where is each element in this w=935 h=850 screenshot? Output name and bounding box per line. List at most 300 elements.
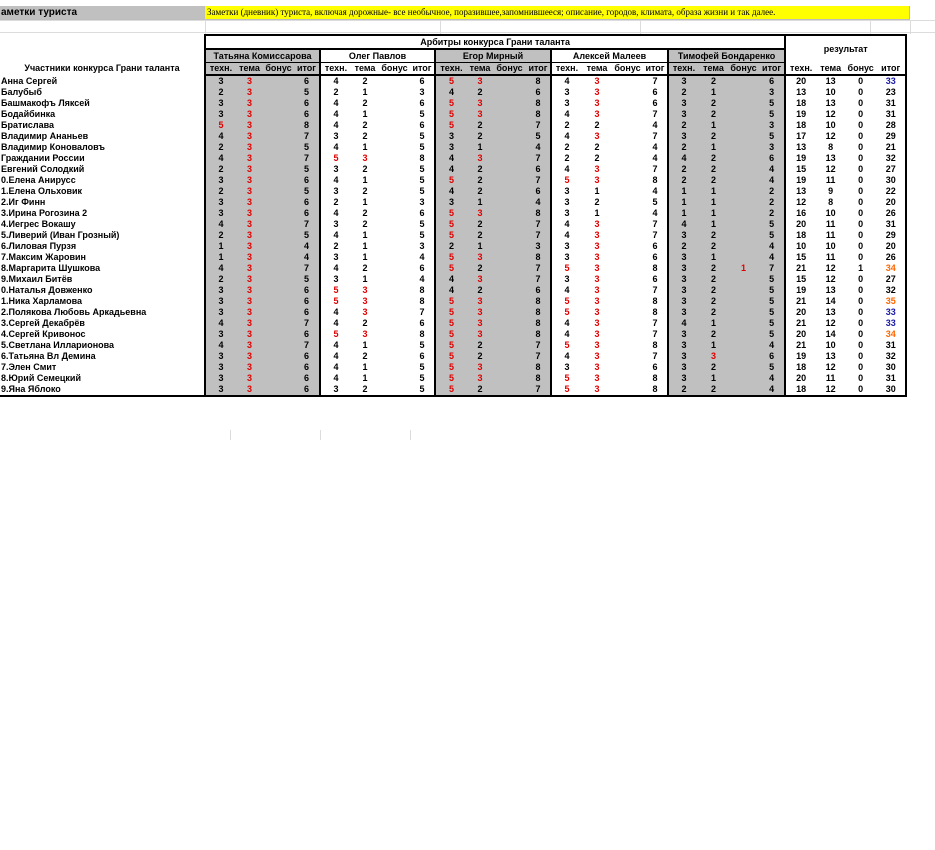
score-bonus[interactable] [493,362,526,373]
score-tech[interactable]: 5 [435,307,467,318]
col-header[interactable]: тема [816,63,845,76]
col-header[interactable]: техн. [205,63,236,76]
score-theme[interactable]: 2 [362,208,368,218]
participant-name[interactable]: Владимир Коноваловъ [1,142,105,152]
score-total[interactable]: 6 [759,75,785,87]
score-total[interactable]: 5 [419,340,425,350]
score-bonus[interactable] [612,329,643,340]
score-tech[interactable]: 4 [320,362,351,373]
score-theme[interactable]: 1 [594,208,600,218]
score-total[interactable]: 6 [419,318,425,328]
score-tech[interactable]: 4 [320,142,351,153]
score-total[interactable]: 4 [652,142,658,152]
score-total[interactable]: 7 [526,230,551,241]
result-bonus[interactable]: 0 [858,98,864,108]
score-bonus[interactable] [263,142,294,153]
result-tech[interactable]: 19 [785,153,816,164]
score-theme[interactable]: 3 [467,329,493,340]
score-tech[interactable]: 4 [205,153,236,164]
result-bonus[interactable]: 1 [858,263,864,273]
score-tech[interactable]: 5 [435,296,467,307]
score-total[interactable]: 6 [759,153,785,164]
score-bonus[interactable] [612,109,643,120]
participant-row[interactable] [0,296,906,307]
score-theme[interactable]: 2 [362,351,368,361]
score-total[interactable]: 7 [526,384,551,396]
score-theme[interactable]: 1 [699,318,728,329]
participant-name[interactable]: 4.Иегрес Вокашу [1,219,76,229]
score-tech[interactable]: 3 [205,75,236,87]
score-bonus[interactable] [263,164,294,175]
result-bonus[interactable]: 0 [858,208,864,218]
result-tech[interactable]: 20 [785,329,816,340]
score-bonus[interactable] [493,109,526,120]
score-total[interactable]: 4 [526,142,551,153]
score-total[interactable]: 5 [759,285,785,296]
result-bonus[interactable]: 0 [858,318,864,328]
score-bonus[interactable] [728,164,759,175]
score-bonus[interactable] [612,164,643,175]
result-total[interactable]: 33 [876,307,906,318]
score-tech[interactable]: 5 [435,384,467,396]
score-theme[interactable]: 1 [362,274,368,284]
score-bonus[interactable] [379,186,410,197]
participant-row[interactable] [0,384,906,396]
score-tech[interactable]: 2 [551,153,582,164]
score-theme[interactable]: 1 [467,241,493,252]
score-theme[interactable]: 1 [699,186,728,197]
score-total[interactable]: 4 [652,186,658,196]
score-tech[interactable]: 3 [551,252,582,263]
score-theme[interactable]: 1 [699,87,728,98]
result-total[interactable]: 31 [876,340,906,351]
col-header[interactable]: техн. [668,63,699,76]
score-tech[interactable]: 5 [551,263,582,274]
score-theme[interactable]: 3 [236,263,263,274]
score-theme[interactable]: 2 [362,164,368,174]
score-theme[interactable]: 3 [594,252,600,262]
score-bonus[interactable] [728,318,759,329]
score-total[interactable]: 3 [526,241,551,252]
score-bonus[interactable] [379,98,410,109]
score-bonus[interactable] [263,175,294,186]
participant-row[interactable] [0,362,906,373]
result-total[interactable]: 30 [876,175,906,186]
score-total[interactable]: 6 [419,98,425,108]
score-tech[interactable]: 3 [435,142,467,153]
score-bonus[interactable] [493,142,526,153]
score-tech[interactable]: 4 [551,318,582,329]
score-total[interactable]: 8 [419,329,425,339]
score-total[interactable]: 5 [759,318,785,329]
participant-name[interactable]: 0.Елена Анирусс [1,175,76,185]
score-bonus[interactable] [493,307,526,318]
participant-row[interactable] [0,197,906,208]
score-tech[interactable]: 5 [435,329,467,340]
score-tech[interactable]: 2 [205,87,236,98]
score-theme[interactable]: 1 [362,241,368,251]
score-bonus[interactable] [612,274,643,285]
col-header[interactable]: тема [699,63,728,76]
score-total[interactable]: 5 [419,142,425,152]
score-tech[interactable]: 5 [435,230,467,241]
score-total[interactable]: 4 [759,175,785,186]
score-tech[interactable]: 3 [668,274,699,285]
score-total[interactable]: 6 [652,87,658,97]
score-total[interactable]: 8 [526,75,551,87]
score-total[interactable]: 7 [294,153,320,164]
result-header[interactable]: результат [785,35,906,63]
result-bonus[interactable]: 0 [858,252,864,262]
score-bonus[interactable] [612,120,643,131]
score-theme[interactable]: 2 [594,120,600,130]
score-theme[interactable]: 2 [699,307,728,318]
score-bonus[interactable] [263,230,294,241]
score-bonus[interactable] [493,175,526,186]
result-bonus[interactable]: 0 [858,153,864,163]
score-bonus[interactable] [263,274,294,285]
score-bonus[interactable] [612,186,643,197]
score-tech[interactable]: 4 [205,263,236,274]
score-tech[interactable]: 4 [320,263,351,274]
result-total[interactable]: 30 [876,384,906,396]
col-header[interactable]: бонус [728,63,759,76]
score-total[interactable]: 5 [294,87,320,98]
score-theme[interactable]: 2 [467,219,493,230]
result-tech[interactable]: 15 [785,164,816,175]
score-tech[interactable]: 2 [205,230,236,241]
score-theme[interactable]: 1 [362,373,368,383]
score-bonus[interactable] [263,153,294,164]
result-bonus[interactable]: 0 [858,296,864,306]
col-header[interactable]: техн. [435,63,467,76]
score-tech[interactable]: 3 [320,274,351,285]
score-tech[interactable]: 4 [320,75,351,87]
result-bonus[interactable]: 0 [845,384,876,396]
score-theme[interactable]: 2 [467,263,493,274]
score-theme[interactable]: 3 [236,241,263,252]
score-total[interactable]: 7 [294,263,320,274]
score-tech[interactable]: 5 [435,175,467,186]
score-tech[interactable]: 4 [551,109,582,120]
score-theme[interactable]: 3 [467,296,493,307]
result-bonus[interactable]: 0 [858,175,864,185]
participant-name[interactable]: Граждании России [1,153,85,163]
score-theme[interactable]: 2 [467,120,493,131]
score-theme[interactable]: 1 [362,109,368,119]
score-theme[interactable]: 3 [236,318,263,329]
score-total[interactable]: 7 [652,329,658,339]
score-bonus[interactable] [728,153,759,164]
score-theme[interactable]: 2 [362,263,368,273]
score-tech[interactable]: 3 [205,351,236,362]
score-tech[interactable]: 2 [205,186,236,197]
sheet-title[interactable]: аметки туриста [0,6,205,20]
score-bonus[interactable] [263,109,294,120]
score-tech[interactable]: 2 [205,164,236,175]
score-tech[interactable]: 5 [551,296,582,307]
score-total[interactable]: 3 [419,197,425,207]
score-tech[interactable]: 3 [551,197,582,208]
score-bonus[interactable] [379,340,410,351]
score-total[interactable]: 5 [410,384,435,396]
score-bonus[interactable] [612,384,643,396]
score-bonus[interactable] [612,252,643,263]
score-bonus[interactable] [612,197,643,208]
col-header[interactable]: итог [410,63,435,76]
score-bonus[interactable] [493,153,526,164]
score-theme[interactable]: 1 [467,142,493,153]
score-total[interactable]: 6 [526,285,551,296]
score-total[interactable]: 5 [759,362,785,373]
score-theme[interactable]: 2 [699,329,728,340]
col-header[interactable]: бонус [379,63,410,76]
result-theme[interactable]: 12 [825,109,836,119]
score-theme[interactable]: 3 [594,351,600,361]
score-theme[interactable]: 1 [699,142,728,153]
participant-row[interactable] [0,120,906,131]
score-theme[interactable]: 3 [594,87,600,97]
score-total[interactable]: 6 [294,285,320,296]
score-tech[interactable]: 3 [205,329,236,340]
result-total[interactable]: 27 [876,274,906,285]
score-theme[interactable]: 2 [699,296,728,307]
score-tech[interactable]: 5 [320,285,351,296]
result-bonus[interactable]: 0 [858,109,864,119]
score-total[interactable]: 7 [652,285,658,295]
score-theme[interactable]: 3 [594,263,600,273]
score-tech[interactable]: 4 [551,329,582,340]
score-total[interactable]: 2 [759,186,785,197]
score-bonus[interactable] [493,87,526,98]
score-bonus[interactable] [379,252,410,263]
participant-row[interactable] [0,153,906,164]
participant-row[interactable] [0,175,906,186]
score-theme[interactable]: 1 [362,175,368,185]
participant-row[interactable] [0,307,906,318]
score-bonus[interactable] [379,75,410,87]
result-total[interactable]: 26 [876,208,906,219]
result-theme[interactable]: 8 [828,197,834,207]
score-bonus[interactable] [379,274,410,285]
score-theme[interactable]: 3 [362,153,368,163]
score-total[interactable]: 5 [759,131,785,142]
score-theme[interactable]: 3 [594,362,600,372]
result-bonus[interactable]: 0 [858,131,864,141]
score-theme[interactable]: 2 [594,197,600,207]
score-theme[interactable]: 1 [699,340,728,351]
participant-name[interactable]: 7.Максим Жаровин [1,252,86,262]
score-theme[interactable]: 3 [236,329,263,340]
participant-row[interactable] [0,373,906,384]
result-total[interactable]: 32 [876,153,906,164]
participant-name[interactable]: 1.Елена Ольховик [1,186,83,196]
score-theme[interactable]: 1 [699,197,728,208]
score-tech[interactable]: 3 [205,285,236,296]
participant-name[interactable]: Бодайбинка [1,109,56,119]
blank-cell[interactable] [0,35,205,49]
score-bonus[interactable] [379,384,410,396]
score-tech[interactable]: 5 [205,120,236,131]
score-bonus[interactable] [379,263,410,274]
notes-cell[interactable]: Заметки (дневник) туриста, включая дорожные- все необычное, поразившее,запомнившееся; описание, городов, климата, образа жизни и так далее. [205,6,910,20]
score-bonus[interactable] [612,362,643,373]
score-theme[interactable]: 2 [467,384,493,396]
score-tech[interactable]: 2 [551,120,582,131]
score-theme[interactable]: 2 [699,75,728,87]
score-theme[interactable]: 3 [594,131,600,141]
score-total[interactable]: 6 [294,75,320,87]
score-bonus[interactable] [263,296,294,307]
result-total[interactable]: 29 [876,131,906,142]
score-total[interactable]: 5 [419,109,425,119]
score-theme[interactable]: 3 [467,153,493,164]
score-tech[interactable]: 4 [551,164,582,175]
result-theme[interactable]: 13 [825,153,836,163]
score-tech[interactable]: 3 [551,208,582,219]
score-total[interactable]: 8 [526,98,551,109]
score-total[interactable]: 6 [652,362,658,372]
score-tech[interactable]: 3 [668,296,699,307]
score-bonus[interactable] [379,241,410,252]
score-tech[interactable]: 3 [668,307,699,318]
col-header[interactable]: бонус [612,63,643,76]
score-theme[interactable]: 2 [699,230,728,241]
col-header[interactable]: итог [294,63,320,76]
score-total[interactable]: 7 [526,219,551,230]
score-tech[interactable]: 4 [551,75,582,87]
score-tech[interactable]: 3 [205,373,236,384]
score-bonus[interactable] [263,351,294,362]
participant-name[interactable]: Владимир Ананьев [1,131,89,141]
score-total[interactable]: 4 [652,153,658,163]
result-total[interactable]: 33 [876,75,906,87]
score-total[interactable]: 6 [526,186,551,197]
score-theme[interactable]: 3 [467,373,493,384]
result-bonus[interactable]: 0 [858,230,864,240]
score-tech[interactable]: 4 [320,175,351,186]
score-tech[interactable]: 4 [320,307,351,318]
result-theme[interactable]: 12 [825,318,836,328]
score-theme[interactable]: 3 [594,329,600,339]
score-bonus[interactable] [728,131,759,142]
score-tech[interactable]: 4 [435,164,467,175]
score-bonus[interactable] [493,197,526,208]
score-theme[interactable]: 2 [699,362,728,373]
result-theme[interactable]: 12 [825,274,836,284]
score-bonus[interactable] [379,153,410,164]
score-theme[interactable]: 3 [467,208,493,219]
result-theme[interactable]: 9 [828,186,834,196]
score-theme[interactable]: 3 [236,351,263,362]
col-header[interactable]: бонус [845,63,876,76]
result-bonus[interactable]: 0 [858,373,864,383]
score-theme[interactable]: 3 [236,274,263,285]
score-bonus[interactable] [612,340,643,351]
score-bonus[interactable] [379,208,410,219]
result-tech[interactable]: 13 [785,186,816,197]
result-theme[interactable]: 12 [816,384,845,396]
score-theme[interactable]: 2 [699,384,728,396]
score-total[interactable]: 6 [419,120,425,130]
score-bonus[interactable] [728,373,759,384]
score-bonus[interactable] [493,384,526,396]
score-tech[interactable]: 1 [668,197,699,208]
score-tech[interactable]: 5 [435,340,467,351]
score-bonus[interactable] [263,219,294,230]
score-tech[interactable]: 3 [551,186,582,197]
result-total[interactable]: 32 [876,351,906,362]
score-theme[interactable]: 3 [467,75,493,87]
result-theme[interactable]: 12 [825,131,836,141]
result-tech[interactable]: 15 [785,252,816,263]
score-bonus[interactable] [379,318,410,329]
score-bonus[interactable] [493,263,526,274]
participant-name[interactable]: 6.Татьяна Вл Демина [1,351,96,361]
score-theme[interactable]: 3 [467,362,493,373]
score-tech[interactable]: 5 [435,252,467,263]
score-total[interactable]: 7 [759,263,785,274]
score-total[interactable]: 3 [419,87,425,97]
participant-name[interactable]: 7.Элен Смит [1,362,57,372]
score-total[interactable]: 5 [419,131,425,141]
participant-row[interactable] [0,252,906,263]
result-tech[interactable]: 12 [785,197,816,208]
score-theme[interactable]: 2 [699,98,728,109]
score-bonus[interactable] [612,373,643,384]
score-theme[interactable]: 3 [362,329,368,339]
score-tech[interactable]: 3 [668,373,699,384]
score-theme[interactable]: 3 [594,76,600,86]
score-theme[interactable]: 3 [236,131,263,142]
score-tech[interactable]: 3 [668,109,699,120]
score-theme[interactable]: 3 [236,109,263,120]
score-bonus[interactable] [379,142,410,153]
score-theme[interactable]: 1 [699,120,728,131]
score-theme[interactable]: 2 [699,263,728,274]
score-tech[interactable]: 3 [551,274,582,285]
score-theme[interactable]: 2 [362,186,368,196]
score-total[interactable]: 7 [652,109,658,119]
score-tech[interactable]: 5 [435,373,467,384]
score-total[interactable]: 4 [419,274,425,284]
result-tech[interactable]: 21 [785,263,816,274]
score-bonus[interactable] [728,98,759,109]
participant-row[interactable] [0,241,906,252]
score-bonus[interactable] [493,219,526,230]
result-bonus[interactable]: 0 [858,219,864,229]
participant-name[interactable]: 8.Маргарита Шушкова [1,263,101,273]
score-bonus[interactable] [263,131,294,142]
participant-row[interactable] [0,75,906,87]
score-total[interactable]: 7 [526,120,551,131]
score-tech[interactable]: 4 [320,373,351,384]
result-total[interactable]: 31 [876,373,906,384]
score-theme[interactable]: 1 [699,373,728,384]
score-tech[interactable]: 5 [435,219,467,230]
score-tech[interactable]: 3 [205,384,236,396]
score-tech[interactable]: 1 [205,252,236,263]
result-bonus[interactable]: 0 [858,285,864,295]
score-total[interactable]: 6 [419,208,425,218]
participant-name[interactable]: Анна Сергей [1,75,58,86]
result-theme[interactable]: 10 [825,340,836,350]
score-tech[interactable]: 3 [320,384,351,396]
score-bonus[interactable] [612,351,643,362]
score-tech[interactable]: 3 [668,230,699,241]
score-bonus[interactable] [728,296,759,307]
score-total[interactable]: 6 [652,252,658,262]
